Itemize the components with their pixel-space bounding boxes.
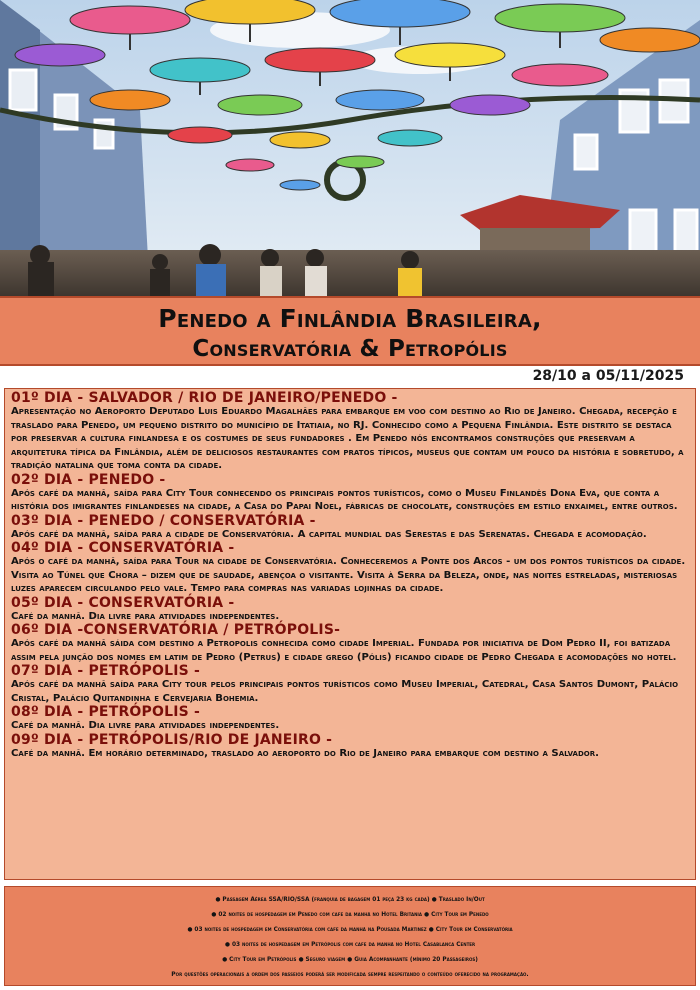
day-title: 09º DIA - PETRÓPOLIS/RIO DE JANEIRO -	[11, 731, 333, 748]
day-description: Apresentação no Aeroporto Deputado Luis Eduardo Magalhães para embarque em voo com destino ao Rio de Janeiro. Chegada, recepção e traslado para Penedo, um pequeno distrito do município de Itatiaia, no RJ. Conhecido como a Pequena Finlândia. Este distrito se destaca por preservar a cultura finlandesa e os costumes de seus fundadores . Em Penedo nós encontramos construções que preservam a arquitetura típica da Finlândia, além de deliciosos restaurantes com pratos típicos, museus que contam um pouco da história e sobretudo, a tradição natalina que toma conta da cidade.	[11, 406, 684, 471]
day-item	[11, 541, 691, 596]
day-description: Após café da manhã, saída para a cidade de Conservatória. A capital mundial das Serestas e das Serenatas. Chegada e acomodação.	[11, 528, 647, 540]
day-title: 04º DIA - CONSERVATÓRIA -	[11, 540, 235, 556]
day-item	[11, 664, 691, 705]
page-subtitle: Conservatória & Petropólis	[192, 336, 508, 362]
service-line: ● City Tour em Petrópolis ● Seguro viagem ● Guia Acompanhante (mínimo 20 Passageiros)	[222, 957, 478, 963]
day-description: Café da manhã. Em horário determinado, traslado ao aeroporto do Rio de Janeiro para embarque com destino a Salvador.	[11, 747, 599, 759]
day-description: Após café da manhã, saída para City Tour conhecendo os principais pontos turísticos, como o Museu Finlandês Dona Eva, que conta a história dos imigrantes finlandeses na cidade, a Casa do Papai Noel, fábricas de chocolate, construções em estilo enxaimel, entre outros.	[11, 487, 678, 512]
service-line: ● Passagem Aérea SSA/RIO/SSA (franquia de bagagem 01 peça 23 kg cada) ● Traslado In/Out	[215, 897, 485, 903]
day-item	[11, 733, 691, 761]
day-description: Café da manhã. Dia livre para atividades independentes.	[11, 610, 280, 622]
day-description: Após café da manhã sáida com destino a Petropolis conhecida como cidade Imperial. Fundada por iniciativa de Dom Pedro II, foi batizada assim pela junção dos nomes em latim de Pedro (Petrus) e cidade grego (Pólis) ficando cidade de Pedro Chegada e acomodações no hotel.	[11, 638, 677, 663]
day-item	[11, 514, 691, 542]
day-item	[11, 623, 691, 664]
day-title: 03º DIA - PENEDO / CONSERVATÓRIA -	[11, 512, 316, 529]
day-item	[11, 473, 691, 514]
hero-photo	[0, 0, 700, 296]
service-line: ● 02 noites de hospedagem em Penedo com cafe da manhã no Hotel Britania ● City Tour em Penedo	[211, 912, 489, 918]
service-line: ● 03 noites de hospedagem em Conservatória com cafe da manhã na Pousada Martinez ● City Tour em Conservatória	[187, 927, 513, 933]
title-band	[0, 296, 700, 366]
day-description: Café da manhã. Dia livre para atividades independentes.	[11, 720, 280, 731]
day-title: 02º DIA - PENEDO -	[11, 471, 166, 488]
day-item	[11, 596, 691, 624]
day-item	[11, 705, 691, 733]
day-title: 08º DIA - PETRÓPOLIS -	[11, 704, 200, 720]
day-title: 01º DIA - SALVADOR / RIO DE JANEIRO/PENEDO -	[11, 390, 398, 406]
day-title: 05º DIA - CONSERVATÓRIA -	[11, 594, 235, 611]
trip-dates: 28/10 a 05/11/2025	[532, 368, 684, 384]
day-item	[11, 391, 691, 473]
day-description: Após o café da manhã, saída para Tour na cidade de Conservatória. Conheceremos a Ponte dos Arcos - um dos pontos turísticos da cidade. Visita ao Túnel que Chora – dizem que de saudade, abençoa o visitante. Visita à Serra da Beleza, onde, nas noites estreladas, misteriosas luzes aparecem circulando pelo vale. Tempo para compras nas variadas lojinhas da cidade.	[11, 556, 686, 594]
itinerary-box	[4, 388, 696, 880]
disclaimer-note: Por questões operacionais a ordem dos passeios poderá ser modificada sempre respeitando o conteúdo oferecido na programação.	[171, 971, 529, 978]
day-title: 07º DIA - PETRÓPOLIS -	[11, 663, 200, 679]
included-services-box	[4, 886, 696, 986]
day-description: Após café da manhã saída para City tour pelos principais pontos turísticos como Museu Imperial, Catedral, Casa Santos Dumont, Palácio Cristal, Palácio Quitandinha e Cervejaria Bohemia.	[11, 679, 679, 704]
service-line: ● 03 noites de hospedagem em Petrópolis com cafe da manhã no Hotel Casablanca Center	[224, 942, 476, 948]
day-title: 06º DIA -CONSERVATÓRIA / PETRÓPOLIS-	[11, 622, 341, 638]
page-title: Penedo a Finlândia Brasileira,	[158, 304, 542, 333]
